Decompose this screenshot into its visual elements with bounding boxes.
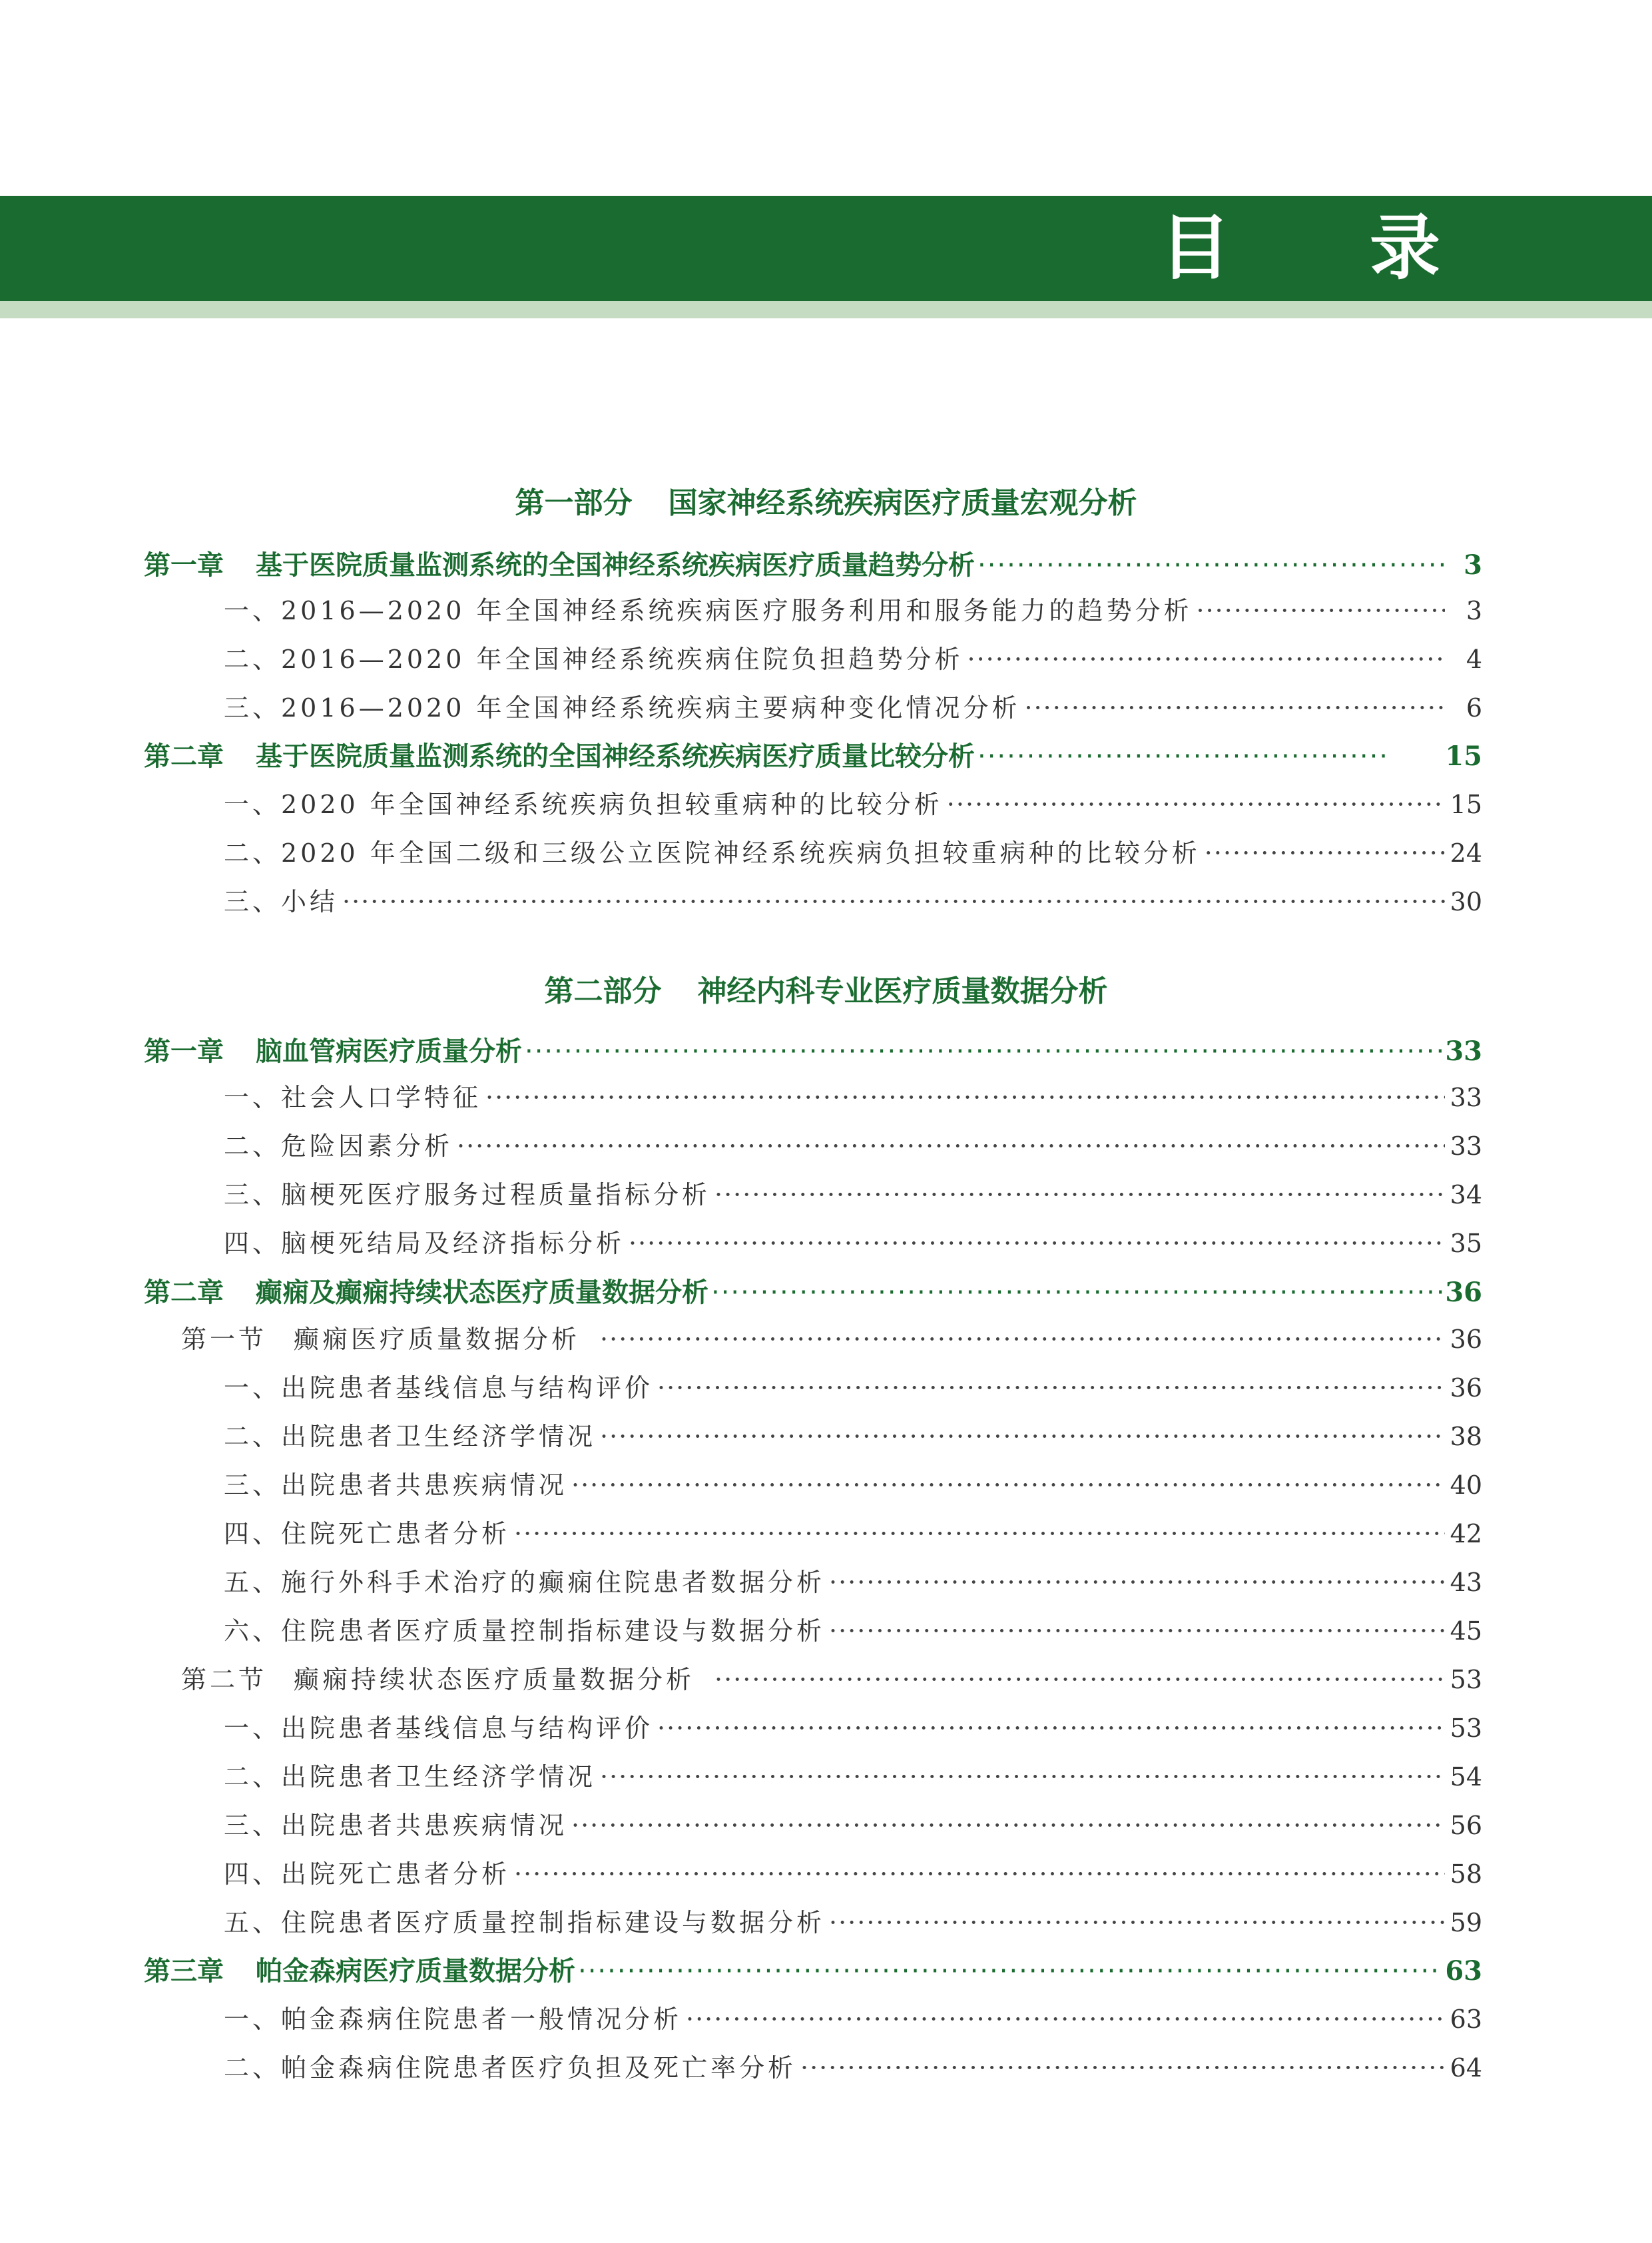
dot-leader xyxy=(514,1513,1445,1554)
item-title: 三、出院患者共患疾病情况 xyxy=(224,1470,568,1500)
toc-chapter-entry[interactable] xyxy=(144,1951,1482,1992)
section-label: 第二节 xyxy=(181,1665,268,1694)
page-number: 33 xyxy=(1450,1131,1482,1161)
part-heading-2 xyxy=(0,972,1652,1012)
page-title: 目 录 xyxy=(1160,207,1498,289)
toc-section-entry[interactable] xyxy=(181,1659,1482,1700)
page-number: 63 xyxy=(1450,2005,1482,2034)
page-number: 36 xyxy=(1450,1325,1482,1354)
dot-leader xyxy=(457,1125,1445,1167)
toc-item-entry[interactable] xyxy=(224,1902,1482,1943)
page-number: 40 xyxy=(1450,1470,1482,1500)
page-number: 3 xyxy=(1464,549,1482,581)
page-number: 35 xyxy=(1450,1229,1482,1258)
item-title: 一、出院患者基线信息与结构评价 xyxy=(224,1373,654,1403)
toc-item-entry[interactable] xyxy=(224,1853,1482,1895)
part-label: 第二部分 xyxy=(544,974,662,1008)
item-title: 四、住院死亡患者分析 xyxy=(224,1519,511,1548)
page-number: 3 xyxy=(1466,596,1482,625)
page-number: 15 xyxy=(1445,741,1482,772)
item-title: 二、2020 年全国二级和三级公立医院神经系统疾病负担较重病种的比较分析 xyxy=(224,838,1201,868)
page-number: 33 xyxy=(1445,1036,1482,1067)
page-number: 24 xyxy=(1450,838,1482,868)
toc-item-entry[interactable] xyxy=(224,1077,1482,1118)
dot-leader xyxy=(342,881,1445,922)
dot-leader xyxy=(714,1659,1445,1700)
item-title: 二、出院患者卫生经济学情况 xyxy=(224,1762,597,1791)
toc-chapter-entry[interactable] xyxy=(144,1031,1482,1072)
chapter-title: 癫痫及癫痫持续状态医疗质量数据分析 xyxy=(256,1277,708,1308)
page-number: 36 xyxy=(1445,1277,1482,1308)
page-number: 54 xyxy=(1450,1762,1482,1791)
part-title: 国家神经系统疾病医疗质量宏观分析 xyxy=(668,486,1137,520)
page-number: 53 xyxy=(1450,1665,1482,1694)
item-title: 二、帕金森病住院患者医疗负担及死亡率分析 xyxy=(224,2053,797,2083)
toc-chapter-entry[interactable] xyxy=(144,545,1482,586)
item-title: 二、出院患者卫生经济学情况 xyxy=(224,1422,597,1451)
toc-item-entry[interactable] xyxy=(224,1223,1482,1264)
item-title: 二、2016—2020 年全国神经系统疾病住院负担趋势分析 xyxy=(224,645,964,674)
dot-leader xyxy=(657,1708,1445,1749)
page-number: 15 xyxy=(1450,790,1482,819)
section-title: 癫痫持续状态医疗质量数据分析 xyxy=(294,1665,695,1694)
page-number: 58 xyxy=(1450,1859,1482,1889)
page-number: 36 xyxy=(1450,1373,1482,1403)
part-title: 神经内科专业医疗质量数据分析 xyxy=(697,974,1108,1008)
chapter-label: 第三章 xyxy=(144,1956,224,1987)
toc-item-entry[interactable] xyxy=(224,784,1482,825)
dot-leader xyxy=(571,1464,1445,1506)
page-number: 56 xyxy=(1450,1811,1482,1840)
item-title: 一、出院患者基线信息与结构评价 xyxy=(224,1714,654,1743)
toc-item-entry[interactable] xyxy=(224,832,1482,874)
page-number: 4 xyxy=(1466,645,1482,674)
toc-item-entry[interactable] xyxy=(224,2047,1482,2088)
dot-leader xyxy=(1197,590,1446,631)
item-title: 一、2016—2020 年全国神经系统疾病医疗服务利用和服务能力的趋势分析 xyxy=(224,596,1193,625)
page-number: 6 xyxy=(1466,693,1482,723)
dot-leader xyxy=(600,1416,1445,1457)
page-number: 53 xyxy=(1450,1714,1482,1743)
dot-leader xyxy=(485,1077,1445,1118)
toc-chapter-entry[interactable] xyxy=(144,1272,1482,1313)
item-title: 四、脑梗死结局及经济指标分析 xyxy=(224,1229,625,1258)
dot-leader xyxy=(1205,832,1445,874)
page-number: 30 xyxy=(1450,887,1482,916)
chapter-label: 第一章 xyxy=(144,1036,224,1067)
dot-leader xyxy=(657,1367,1445,1409)
section-title: 癫痫医疗质量数据分析 xyxy=(294,1325,581,1354)
item-title: 三、小结 xyxy=(224,887,339,916)
item-title: 三、脑梗死医疗服务过程质量指标分析 xyxy=(224,1180,711,1209)
toc-item-entry[interactable] xyxy=(224,1416,1482,1457)
page-number: 45 xyxy=(1450,1616,1482,1646)
page-number: 33 xyxy=(1450,1083,1482,1112)
item-title: 二、危险因素分析 xyxy=(224,1131,453,1161)
dot-leader xyxy=(686,1999,1445,2040)
part-heading-1 xyxy=(0,483,1652,523)
chapter-label: 第二章 xyxy=(144,741,224,772)
dot-leader xyxy=(600,1756,1445,1797)
toc-item-entry[interactable] xyxy=(224,1464,1482,1506)
dot-leader xyxy=(829,1562,1445,1603)
toc-item-entry[interactable] xyxy=(224,639,1482,680)
dot-leader xyxy=(578,1951,1442,1992)
toc-item-entry[interactable] xyxy=(224,1805,1482,1846)
item-title: 四、出院死亡患者分析 xyxy=(224,1859,511,1889)
page-number: 64 xyxy=(1450,2053,1482,2083)
toc-section-entry[interactable] xyxy=(181,1319,1482,1360)
dot-leader xyxy=(629,1223,1445,1264)
page-number: 63 xyxy=(1445,1955,1482,1987)
chapter-title: 脑血管病医疗质量分析 xyxy=(256,1036,522,1067)
chapter-label: 第二章 xyxy=(144,1277,224,1308)
toc-item-entry[interactable] xyxy=(224,1708,1482,1749)
item-title: 三、2016—2020 年全国神经系统疾病主要病种变化情况分析 xyxy=(224,693,1021,723)
page-number: 43 xyxy=(1450,1568,1482,1597)
dot-leader xyxy=(525,1031,1442,1072)
toc-item-entry[interactable] xyxy=(224,1513,1482,1554)
page-number: 38 xyxy=(1450,1422,1482,1451)
dot-leader xyxy=(1025,687,1446,729)
item-title: 一、帕金森病住院患者一般情况分析 xyxy=(224,2005,683,2034)
chapter-title: 基于医院质量监测系统的全国神经系统疾病医疗质量趋势分析 xyxy=(256,550,975,581)
dot-leader xyxy=(571,1805,1445,1846)
dot-leader xyxy=(977,545,1446,586)
dot-leader xyxy=(800,2047,1445,2088)
chapter-title: 基于医院质量监测系统的全国神经系统疾病医疗质量比较分析 xyxy=(256,741,975,772)
toc-item-entry[interactable] xyxy=(224,1610,1482,1652)
item-title: 三、出院患者共患疾病情况 xyxy=(224,1811,568,1840)
toc-item-entry[interactable] xyxy=(224,1367,1482,1409)
item-title: 六、住院患者医疗质量控制指标建设与数据分析 xyxy=(224,1616,826,1646)
toc-item-entry[interactable] xyxy=(224,1125,1482,1167)
section-label: 第一节 xyxy=(181,1325,268,1354)
dot-leader xyxy=(714,1174,1445,1215)
dot-leader xyxy=(967,639,1446,680)
chapter-label: 第一章 xyxy=(144,550,224,581)
toc-item-entry[interactable] xyxy=(224,1174,1482,1215)
page-number: 59 xyxy=(1450,1908,1482,1937)
toc-item-entry[interactable] xyxy=(224,1756,1482,1797)
dot-leader xyxy=(711,1272,1442,1313)
dot-leader xyxy=(514,1853,1445,1895)
dot-leader xyxy=(977,736,1389,777)
part-label: 第一部分 xyxy=(515,486,633,520)
item-title: 五、施行外科手术治疗的癫痫住院患者数据分析 xyxy=(224,1568,826,1597)
page-number: 34 xyxy=(1450,1180,1482,1209)
item-title: 五、住院患者医疗质量控制指标建设与数据分析 xyxy=(224,1908,826,1937)
dot-leader xyxy=(829,1610,1445,1652)
toc-item-entry[interactable] xyxy=(224,687,1482,729)
toc-chapter-entry[interactable] xyxy=(144,736,1482,777)
toc-item-entry[interactable] xyxy=(224,881,1482,922)
chapter-title: 帕金森病医疗质量数据分析 xyxy=(256,1956,575,1987)
toc-item-entry[interactable] xyxy=(224,1999,1482,2040)
page-number: 42 xyxy=(1450,1519,1482,1548)
dot-leader xyxy=(600,1319,1445,1360)
dot-leader xyxy=(947,784,1445,825)
toc-item-entry[interactable] xyxy=(224,1562,1482,1603)
item-title: 一、社会人口学特征 xyxy=(224,1083,482,1112)
dot-leader xyxy=(829,1902,1445,1943)
toc-item-entry[interactable] xyxy=(224,590,1482,631)
item-title: 一、2020 年全国神经系统疾病负担较重病种的比较分析 xyxy=(224,790,943,819)
